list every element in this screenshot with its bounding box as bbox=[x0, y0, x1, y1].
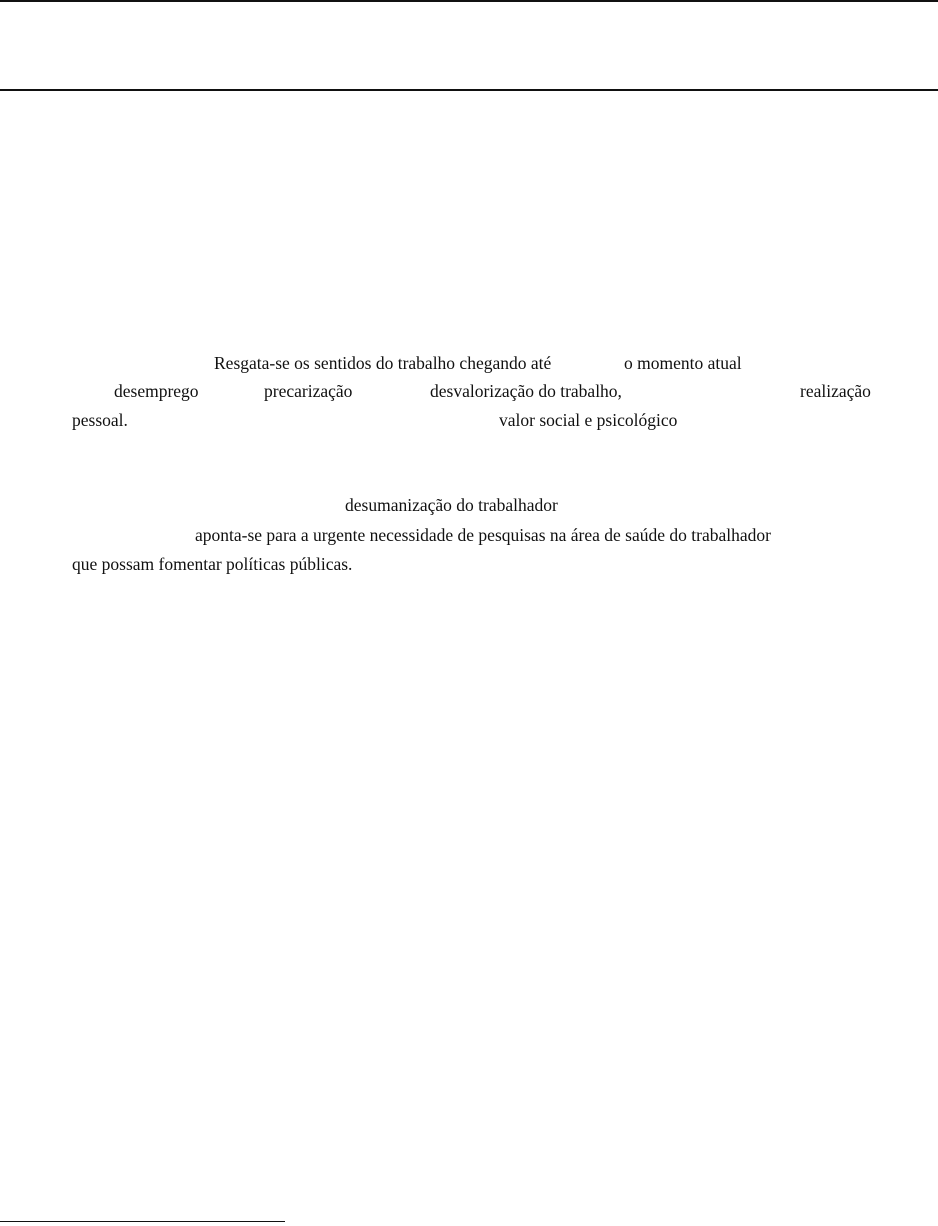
text-fragment: realização bbox=[800, 381, 871, 401]
text-fragment: aponta-se para a urgente necessidade de pesquisas na área de saúde do trabalhador bbox=[195, 525, 771, 545]
text-fragment: precarização bbox=[264, 381, 353, 401]
text-fragment: Resgata-se os sentidos do trabalho chegando até bbox=[214, 353, 552, 373]
text-fragment: pessoal. bbox=[72, 410, 128, 430]
text-fragment: desvalorização do trabalho, bbox=[430, 381, 622, 401]
text-fragment: valor social e psicológico bbox=[499, 410, 678, 430]
text-fragment: que possam fomentar políticas públicas. bbox=[72, 554, 353, 574]
footnote-rule bbox=[0, 1221, 285, 1222]
text-fragment: o momento atual bbox=[624, 353, 742, 373]
text-fragment: desumanização do trabalhador bbox=[345, 495, 558, 515]
text-fragment: desemprego bbox=[114, 381, 199, 401]
top-rule bbox=[0, 0, 938, 2]
header-rule bbox=[0, 89, 938, 91]
